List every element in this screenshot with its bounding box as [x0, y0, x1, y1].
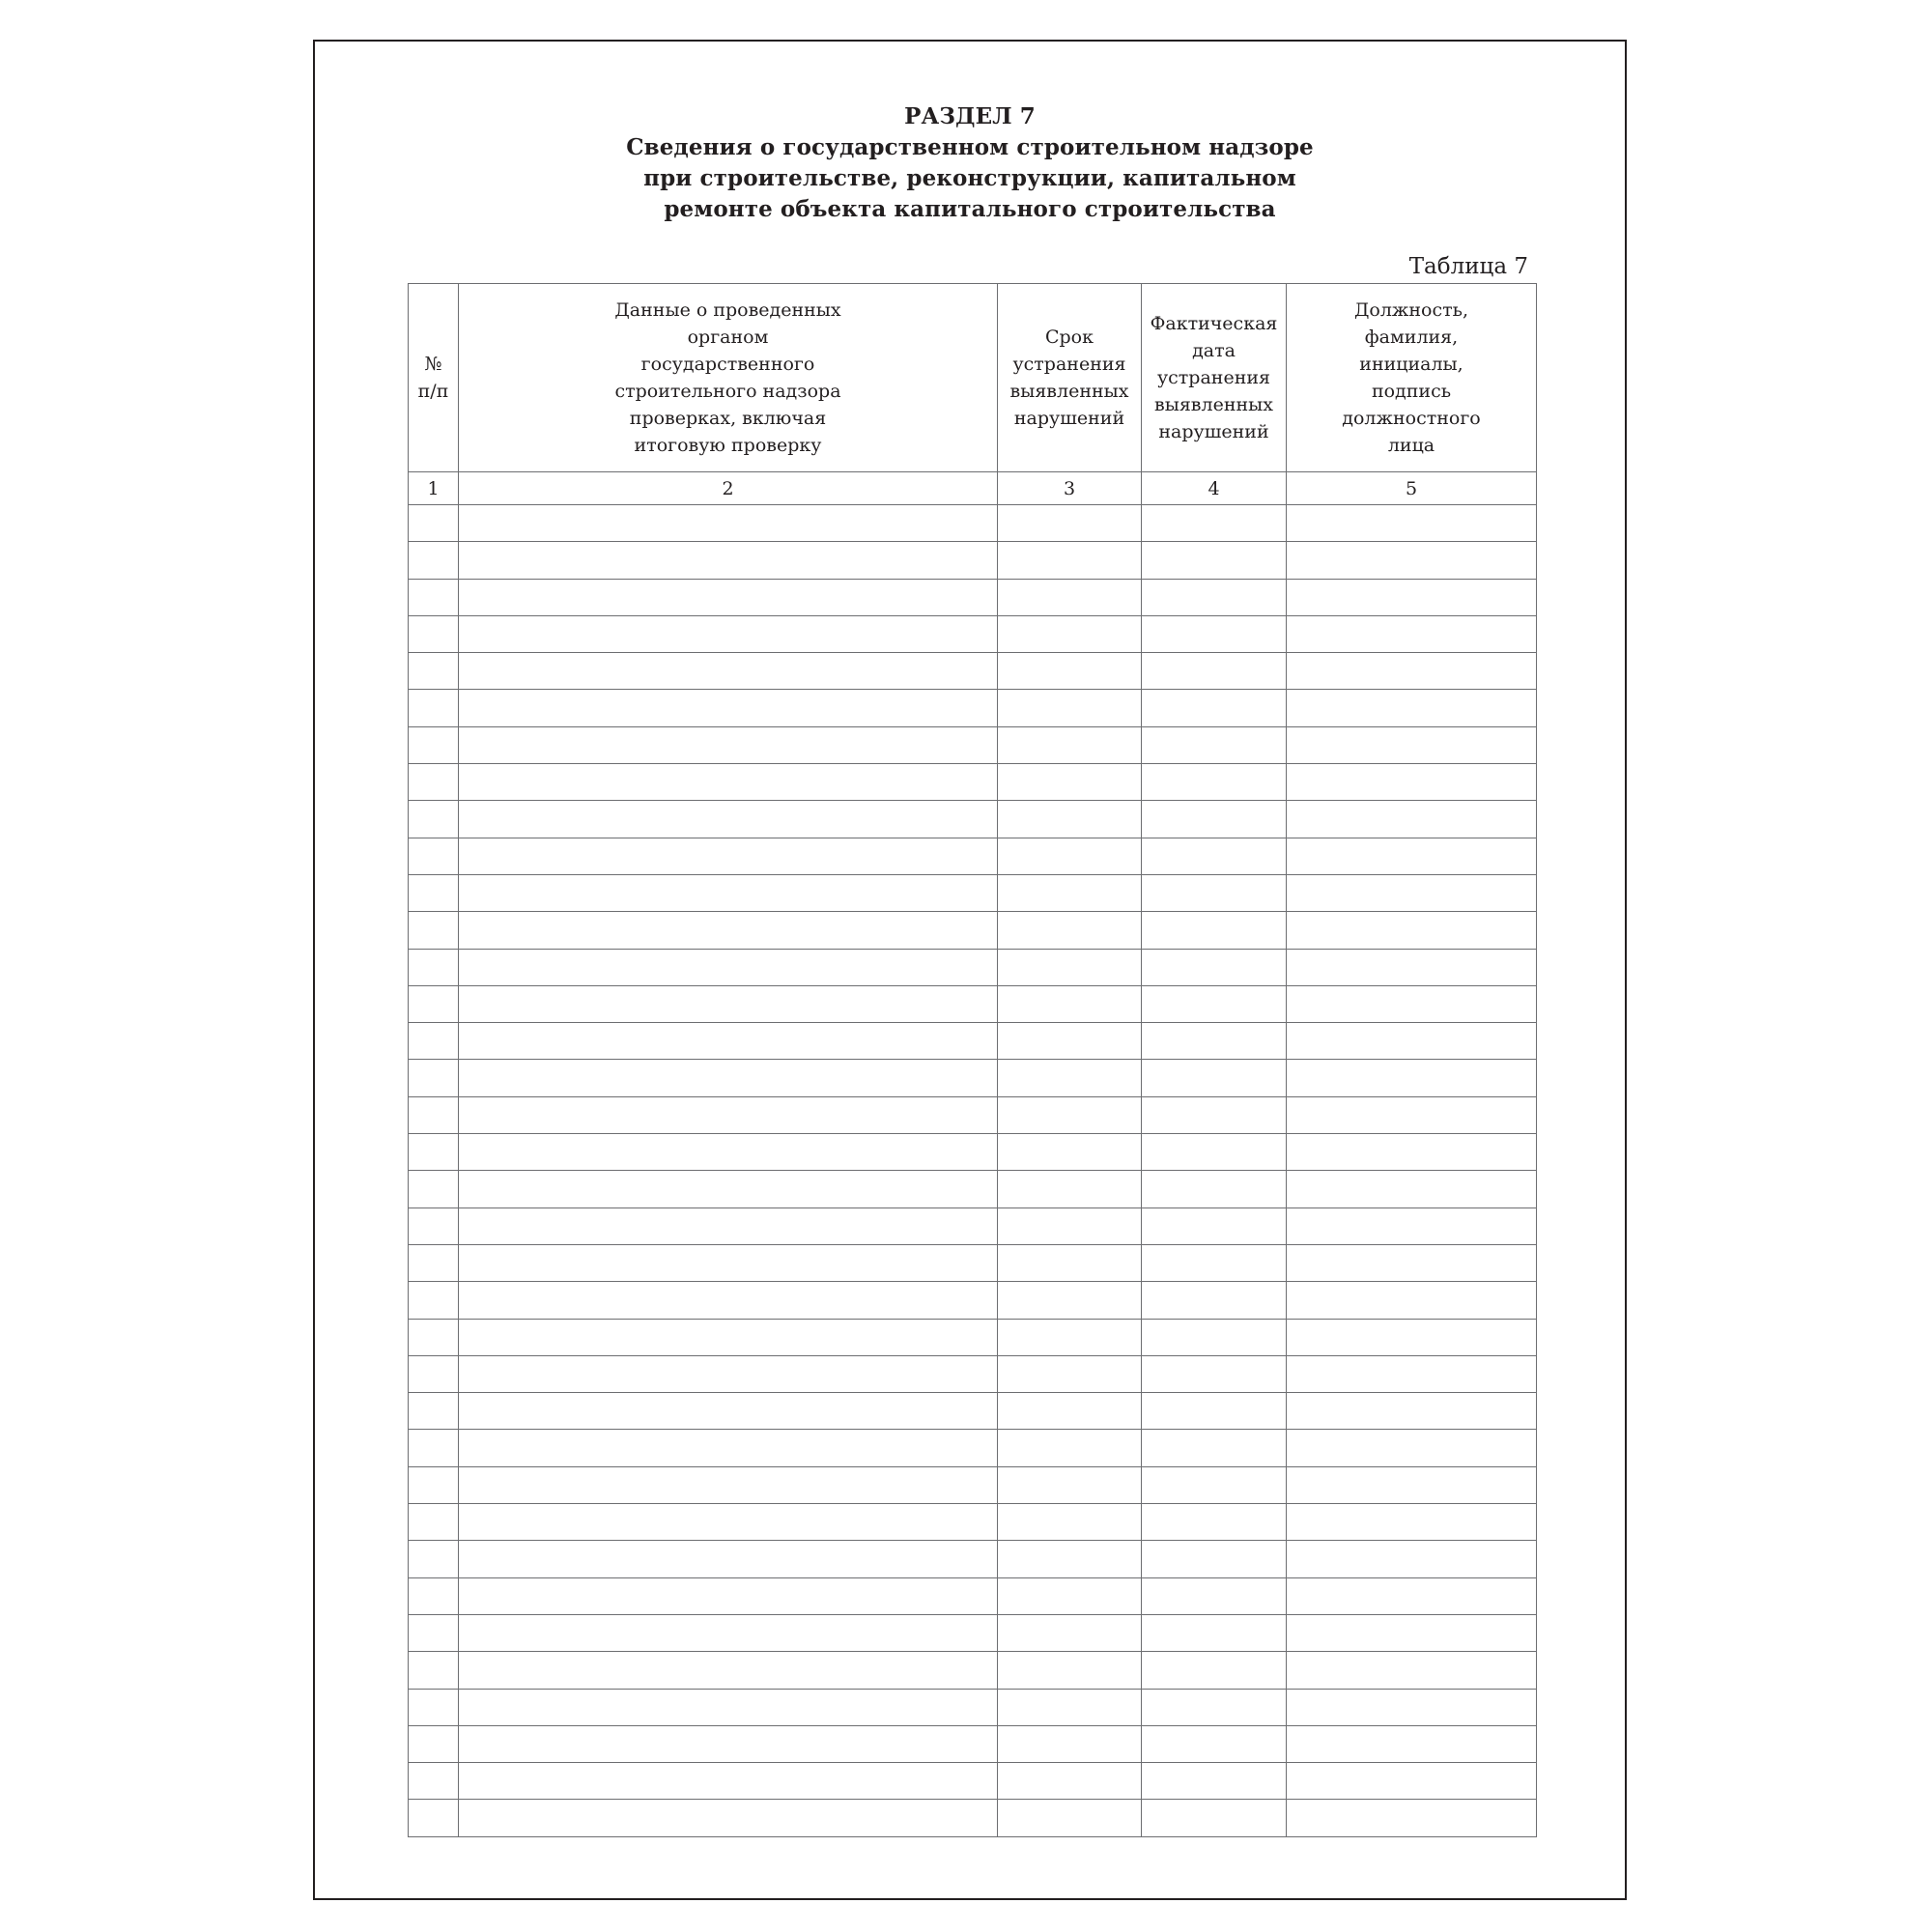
table-cell[interactable]: [1142, 1763, 1287, 1800]
table-cell[interactable]: [1287, 1430, 1537, 1466]
table-cell[interactable]: [409, 1577, 459, 1614]
table-cell[interactable]: [459, 1171, 998, 1208]
table-row: [409, 1541, 1537, 1577]
table-cell[interactable]: [998, 1430, 1142, 1466]
column-number: 1: [409, 472, 459, 505]
table-cell[interactable]: [409, 1023, 459, 1060]
table-cell[interactable]: [998, 1614, 1142, 1651]
table-caption: Таблица 7: [1408, 254, 1528, 279]
table-cell[interactable]: [409, 1541, 459, 1577]
table-cell[interactable]: [459, 1282, 998, 1319]
table-row: [409, 1800, 1537, 1836]
column-number: 4: [1142, 472, 1287, 505]
table-cell[interactable]: [998, 949, 1142, 985]
table-cell[interactable]: [459, 726, 998, 763]
table-cell[interactable]: [459, 1096, 998, 1133]
table-cell[interactable]: [409, 1614, 459, 1651]
section-title-line-1: Сведения о государственном строительном надзоре: [626, 134, 1314, 160]
table-cell[interactable]: [998, 1763, 1142, 1800]
table-cell[interactable]: [998, 1319, 1142, 1355]
table-cell[interactable]: [409, 801, 459, 838]
table-cell[interactable]: [1142, 1393, 1287, 1430]
column-header-line: №: [424, 354, 442, 375]
table-cell[interactable]: [1287, 1171, 1537, 1208]
table-cell[interactable]: [459, 912, 998, 949]
table-cell[interactable]: [1287, 1319, 1537, 1355]
table-cell[interactable]: [409, 690, 459, 726]
table-cell[interactable]: [998, 1800, 1142, 1836]
table-cell[interactable]: [409, 838, 459, 874]
table-cell[interactable]: [459, 1689, 998, 1725]
table-cell[interactable]: [998, 985, 1142, 1022]
table-cell[interactable]: [1142, 615, 1287, 652]
table-cell[interactable]: [409, 985, 459, 1022]
table-cell[interactable]: [1287, 1244, 1537, 1281]
table-cell[interactable]: [459, 801, 998, 838]
supervision-table: [408, 283, 1537, 1837]
table-row: [409, 1060, 1537, 1096]
table-cell[interactable]: [1142, 1096, 1287, 1133]
table-cell[interactable]: [1142, 1652, 1287, 1689]
column-header-line: п/п: [417, 381, 449, 402]
table-cell[interactable]: [1142, 1171, 1287, 1208]
table-cell[interactable]: [998, 1023, 1142, 1060]
table-cell[interactable]: [459, 505, 998, 542]
column-header-4: [1142, 284, 1287, 472]
table-row: [409, 542, 1537, 579]
table-row: [409, 1355, 1537, 1392]
table-cell[interactable]: [409, 726, 459, 763]
table-cell[interactable]: [1142, 801, 1287, 838]
table-cell[interactable]: [459, 1652, 998, 1689]
table-cell[interactable]: [1142, 505, 1287, 542]
table-cell[interactable]: [459, 542, 998, 579]
table-row: [409, 1208, 1537, 1244]
table-cell[interactable]: [998, 1541, 1142, 1577]
column-header-line: проверках, включая: [629, 408, 827, 429]
column-header-line: устранения: [1012, 354, 1126, 375]
table-cell[interactable]: [409, 1763, 459, 1800]
table-cell[interactable]: [1142, 579, 1287, 615]
table-cell[interactable]: [409, 1096, 459, 1133]
table-cell[interactable]: [1287, 1282, 1537, 1319]
column-header-3: [998, 284, 1142, 472]
table-cell[interactable]: [1142, 1504, 1287, 1541]
table-cell[interactable]: [409, 1208, 459, 1244]
column-header-line: Срок: [1044, 327, 1094, 348]
table-cell[interactable]: [1287, 912, 1537, 949]
table-cell[interactable]: [998, 1652, 1142, 1689]
table-cell[interactable]: [409, 949, 459, 985]
table-cell[interactable]: [1287, 1466, 1537, 1503]
table-cell[interactable]: [998, 1689, 1142, 1725]
table-cell[interactable]: [409, 542, 459, 579]
table-cell[interactable]: [1287, 1800, 1537, 1836]
table-cell[interactable]: [998, 1134, 1142, 1171]
table-cell[interactable]: [459, 949, 998, 985]
table-row: [409, 874, 1537, 911]
table-cell[interactable]: [459, 1060, 998, 1096]
table-cell[interactable]: [459, 985, 998, 1022]
table-row: [409, 1282, 1537, 1319]
table-cell[interactable]: [1142, 690, 1287, 726]
table-cell[interactable]: [1142, 1725, 1287, 1762]
column-header-line: Данные о проведенных: [614, 299, 841, 321]
table-cell[interactable]: [1287, 1060, 1537, 1096]
table-cell[interactable]: [998, 1577, 1142, 1614]
table-cell[interactable]: [409, 1800, 459, 1836]
table-row: [409, 1023, 1537, 1060]
table-row: [409, 1319, 1537, 1355]
table-cell[interactable]: [459, 1614, 998, 1651]
column-header-line: лица: [1387, 435, 1435, 456]
table-cell[interactable]: [409, 1244, 459, 1281]
table-row: [409, 1504, 1537, 1541]
table-cell[interactable]: [1287, 1208, 1537, 1244]
table-cell[interactable]: [1142, 1319, 1287, 1355]
table-cell[interactable]: [1287, 1577, 1537, 1614]
table-cell[interactable]: [998, 1393, 1142, 1430]
table-cell[interactable]: [998, 1282, 1142, 1319]
table-cell[interactable]: [459, 1023, 998, 1060]
section-heading: [315, 101, 1625, 225]
table-cell[interactable]: [1142, 1466, 1287, 1503]
table-cell[interactable]: [409, 653, 459, 690]
table-cell[interactable]: [459, 690, 998, 726]
table-row: [409, 1652, 1537, 1689]
table-cell[interactable]: [1142, 1023, 1287, 1060]
table-cell[interactable]: [409, 1725, 459, 1762]
table-row: [409, 949, 1537, 985]
table-cell[interactable]: [1142, 1355, 1287, 1392]
table-row: [409, 1689, 1537, 1725]
table-cell[interactable]: [1287, 1652, 1537, 1689]
column-header-line: государственного: [640, 354, 815, 375]
table-cell[interactable]: [459, 1244, 998, 1281]
table-cell[interactable]: [459, 764, 998, 801]
table-row: [409, 505, 1537, 542]
table-cell[interactable]: [459, 1208, 998, 1244]
table-cell[interactable]: [1287, 1614, 1537, 1651]
column-header-line: дата: [1192, 340, 1236, 361]
column-number: 5: [1287, 472, 1537, 505]
table-row: [409, 1763, 1537, 1800]
table-cell[interactable]: [409, 1319, 459, 1355]
table-cell[interactable]: [1142, 985, 1287, 1022]
table-row: [409, 1171, 1537, 1208]
section-title-line-2: при строительстве, реконструкции, капитальном: [643, 165, 1296, 191]
table-cell[interactable]: [998, 690, 1142, 726]
column-header-line: устранения: [1156, 367, 1271, 388]
table-row: [409, 1614, 1537, 1651]
table-cell[interactable]: [459, 1504, 998, 1541]
table-cell[interactable]: [409, 1282, 459, 1319]
table-cell[interactable]: [1142, 1541, 1287, 1577]
table-cell[interactable]: [1287, 505, 1537, 542]
column-header-line: итоговую проверку: [634, 435, 822, 456]
table-cell[interactable]: [998, 1355, 1142, 1392]
table-cell[interactable]: [1287, 838, 1537, 874]
table-cell[interactable]: [1287, 579, 1537, 615]
table-cell[interactable]: [998, 1096, 1142, 1133]
table-cell[interactable]: [998, 764, 1142, 801]
table-cell[interactable]: [459, 1800, 998, 1836]
table-cell[interactable]: [998, 1208, 1142, 1244]
column-header-5: [1287, 284, 1537, 472]
column-number: 2: [459, 472, 998, 505]
table-cell[interactable]: [998, 1060, 1142, 1096]
table-cell[interactable]: [998, 801, 1142, 838]
table-row: [409, 1244, 1537, 1281]
table-cell[interactable]: [998, 542, 1142, 579]
table-cell[interactable]: [409, 505, 459, 542]
table-row: [409, 615, 1537, 652]
table-cell[interactable]: [459, 1466, 998, 1503]
table-cell[interactable]: [998, 653, 1142, 690]
table-cell[interactable]: [459, 1725, 998, 1762]
column-header-line: Фактическая: [1150, 313, 1278, 334]
table-cell[interactable]: [459, 874, 998, 911]
table-cell[interactable]: [409, 1689, 459, 1725]
table-cell[interactable]: [1142, 1689, 1287, 1725]
table-cell[interactable]: [409, 579, 459, 615]
table-cell[interactable]: [998, 1466, 1142, 1503]
table-row: [409, 690, 1537, 726]
table-cell[interactable]: [1287, 690, 1537, 726]
column-header-1: [409, 284, 459, 472]
section-number: РАЗДЕЛ 7: [904, 103, 1036, 129]
table-cell[interactable]: [998, 615, 1142, 652]
table-cell[interactable]: [409, 1134, 459, 1171]
table-cell[interactable]: [998, 579, 1142, 615]
table-cell[interactable]: [1142, 653, 1287, 690]
table-cell[interactable]: [409, 1171, 459, 1208]
column-header-line: фамилия,: [1364, 327, 1459, 348]
table-cell[interactable]: [1287, 653, 1537, 690]
table-cell[interactable]: [1287, 615, 1537, 652]
table-row: [409, 1393, 1537, 1430]
column-header-line: нарушений: [1158, 421, 1269, 442]
table-cell[interactable]: [409, 1652, 459, 1689]
table-row: [409, 838, 1537, 874]
table-row: [409, 726, 1537, 763]
table-cell[interactable]: [1287, 764, 1537, 801]
column-header-line: строительного надзора: [614, 381, 841, 402]
table-cell[interactable]: [459, 838, 998, 874]
table-cell[interactable]: [409, 874, 459, 911]
table-cell[interactable]: [1287, 801, 1537, 838]
table-cell[interactable]: [1287, 1541, 1537, 1577]
table-cell[interactable]: [459, 1355, 998, 1392]
table-row: [409, 1466, 1537, 1503]
table-cell[interactable]: [1142, 912, 1287, 949]
table-row: [409, 579, 1537, 615]
table-cell[interactable]: [1287, 1393, 1537, 1430]
column-header-line: подпись: [1371, 381, 1452, 402]
column-number-row: [409, 472, 1537, 505]
table-cell[interactable]: [1287, 542, 1537, 579]
table-row: [409, 912, 1537, 949]
column-number: 3: [998, 472, 1142, 505]
table-cell[interactable]: [409, 1355, 459, 1392]
table-cell[interactable]: [998, 838, 1142, 874]
table-cell[interactable]: [998, 874, 1142, 911]
table-cell[interactable]: [1142, 1060, 1287, 1096]
table-cell[interactable]: [1287, 1355, 1537, 1392]
table-row: [409, 1134, 1537, 1171]
column-header-line: инициалы,: [1359, 354, 1463, 375]
table-cell[interactable]: [1142, 1134, 1287, 1171]
table-cell[interactable]: [459, 1763, 998, 1800]
table-cell[interactable]: [459, 579, 998, 615]
table-cell[interactable]: [1287, 985, 1537, 1022]
table-cell[interactable]: [459, 1134, 998, 1171]
table-cell[interactable]: [1142, 726, 1287, 763]
table-row: [409, 1725, 1537, 1762]
column-header-line: органом: [687, 327, 769, 348]
table-cell[interactable]: [1287, 1504, 1537, 1541]
table-cell[interactable]: [1287, 1134, 1537, 1171]
table-cell[interactable]: [998, 912, 1142, 949]
table-cell[interactable]: [1287, 1689, 1537, 1725]
table-cell[interactable]: [409, 764, 459, 801]
table-cell[interactable]: [1142, 838, 1287, 874]
table-cell[interactable]: [1287, 1096, 1537, 1133]
table-cell[interactable]: [1142, 1430, 1287, 1466]
table-cell[interactable]: [998, 1504, 1142, 1541]
table-cell[interactable]: [1142, 1282, 1287, 1319]
table-cell[interactable]: [1287, 1023, 1537, 1060]
table-cell[interactable]: [1142, 1208, 1287, 1244]
document-page: [313, 40, 1627, 1900]
column-header-line: нарушений: [1013, 408, 1125, 429]
table-cell[interactable]: [1142, 949, 1287, 985]
table-cell[interactable]: [459, 1393, 998, 1430]
table-cell[interactable]: [1287, 1725, 1537, 1762]
table-cell[interactable]: [998, 726, 1142, 763]
column-header-line: должностного: [1342, 408, 1481, 429]
table-row: [409, 1430, 1537, 1466]
table-cell[interactable]: [1287, 726, 1537, 763]
table-cell[interactable]: [1287, 874, 1537, 911]
table-cell[interactable]: [998, 1171, 1142, 1208]
table-cell[interactable]: [409, 1430, 459, 1466]
column-header-line: Должность,: [1353, 299, 1469, 321]
table-row: [409, 764, 1537, 801]
table-cell[interactable]: [1142, 542, 1287, 579]
table-cell[interactable]: [998, 1725, 1142, 1762]
table-cell[interactable]: [1142, 1244, 1287, 1281]
table-row: [409, 985, 1537, 1022]
table-cell[interactable]: [1142, 1614, 1287, 1651]
table-cell[interactable]: [1287, 1763, 1537, 1800]
table-cell[interactable]: [1142, 1800, 1287, 1836]
table-cell[interactable]: [1142, 874, 1287, 911]
table-cell[interactable]: [409, 1393, 459, 1430]
table-cell[interactable]: [1142, 764, 1287, 801]
table-cell[interactable]: [459, 653, 998, 690]
section-title-line-3: ремонте объекта капитального строительства: [664, 196, 1276, 222]
table-row: [409, 801, 1537, 838]
table-row: [409, 653, 1537, 690]
table-cell[interactable]: [459, 1541, 998, 1577]
table-row: [409, 1577, 1537, 1614]
table-cell[interactable]: [409, 1060, 459, 1096]
table-cell[interactable]: [1142, 1577, 1287, 1614]
table-cell[interactable]: [998, 1244, 1142, 1281]
table-header-row: [409, 284, 1537, 472]
table-cell[interactable]: [409, 1504, 459, 1541]
table-cell[interactable]: [459, 1319, 998, 1355]
column-header-line: выявленных: [1154, 394, 1273, 415]
table-cell[interactable]: [409, 912, 459, 949]
table-cell[interactable]: [1287, 949, 1537, 985]
table-cell[interactable]: [409, 615, 459, 652]
table-cell[interactable]: [459, 615, 998, 652]
table-cell[interactable]: [459, 1430, 998, 1466]
column-header-line: выявленных: [1009, 381, 1129, 402]
table-cell[interactable]: [459, 1577, 998, 1614]
table-cell[interactable]: [998, 505, 1142, 542]
table-row: [409, 1096, 1537, 1133]
column-header-2: [459, 284, 998, 472]
table-cell[interactable]: [409, 1466, 459, 1503]
